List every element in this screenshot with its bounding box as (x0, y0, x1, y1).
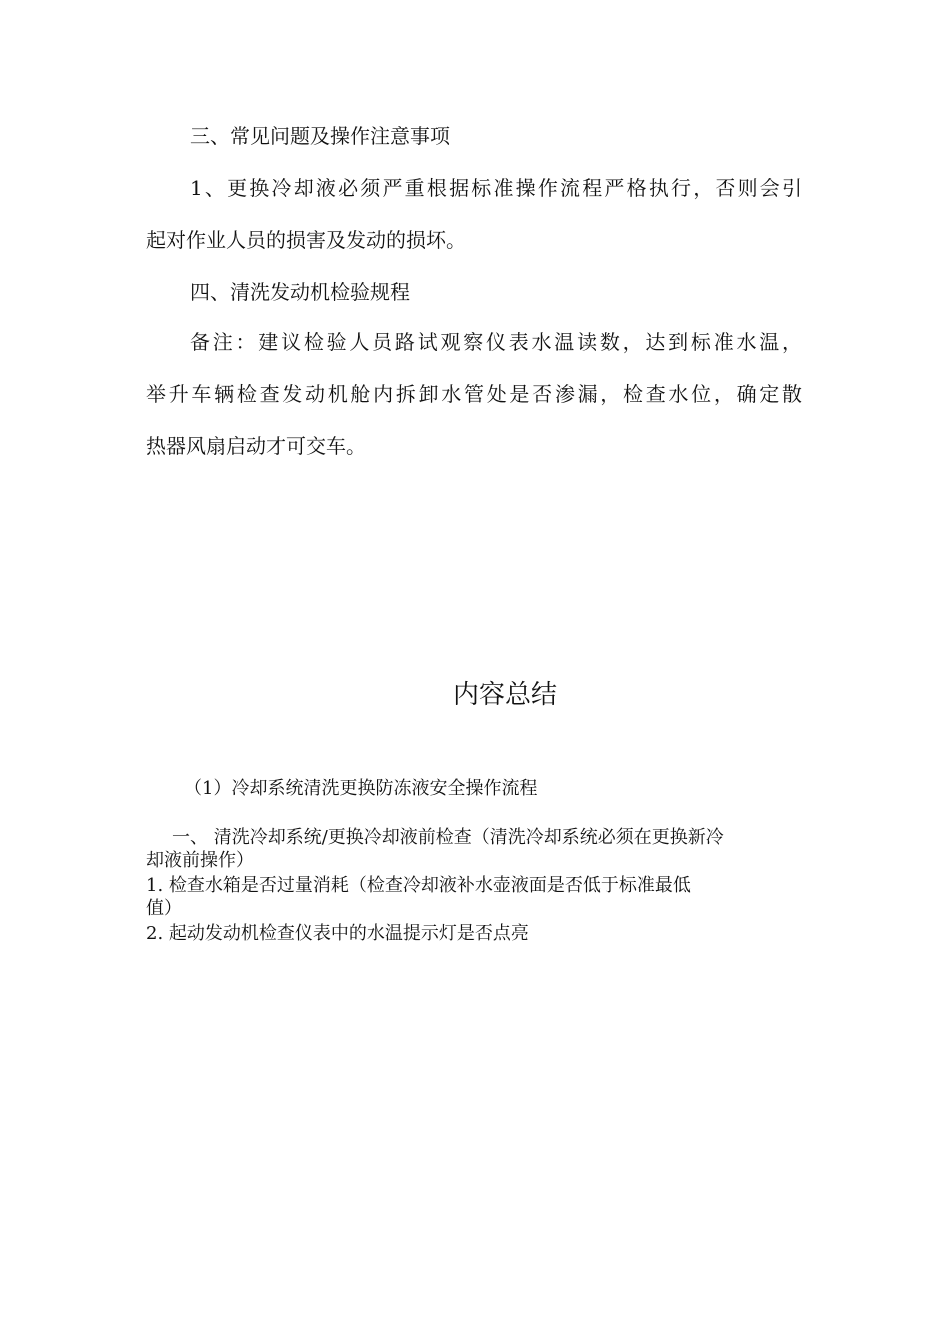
summary-title: 内容总结 (452, 680, 557, 710)
summary-check-1-line-1: 1. 检查水箱是否过量消耗（检查冷却液补水壶液面是否低于标准最低 (146, 875, 691, 896)
summary-item-1: （1）冷却系统清洗更换防冻液安全操作流程 (184, 778, 538, 799)
section-4-note-line-2: 举升车辆检查发动机舱内拆卸水管处是否渗漏，检查水位，确定散 (146, 382, 802, 406)
section-4-note-line-3: 热器风扇启动才可交车。 (146, 434, 366, 458)
section-3-item-1-line-2: 起对作业人员的损害及发动的损坏。 (146, 228, 466, 252)
summary-paragraph-1-line-1: 一、 清洗冷却系统/更换冷却液前检查（清洗冷却系统必须在更换新冷 (172, 827, 724, 848)
summary-check-1-line-2: 值） (146, 898, 182, 919)
section-4-note-line-1: 备注：建议检验人员路试观察仪表水温读数，达到标准水温， (190, 330, 802, 354)
section-3-heading: 三、常见问题及操作注意事项 (190, 124, 450, 148)
section-4-heading: 四、清洗发动机检验规程 (190, 280, 410, 304)
section-3-item-1-line-1: 1、更换冷却液必须严重根据标准操作流程严格执行，否则会引 (190, 176, 802, 200)
summary-paragraph-1-line-2: 却液前操作） (146, 850, 254, 871)
summary-check-2: 2. 起动发动机检查仪表中的水温提示灯是否点亮 (146, 923, 529, 944)
